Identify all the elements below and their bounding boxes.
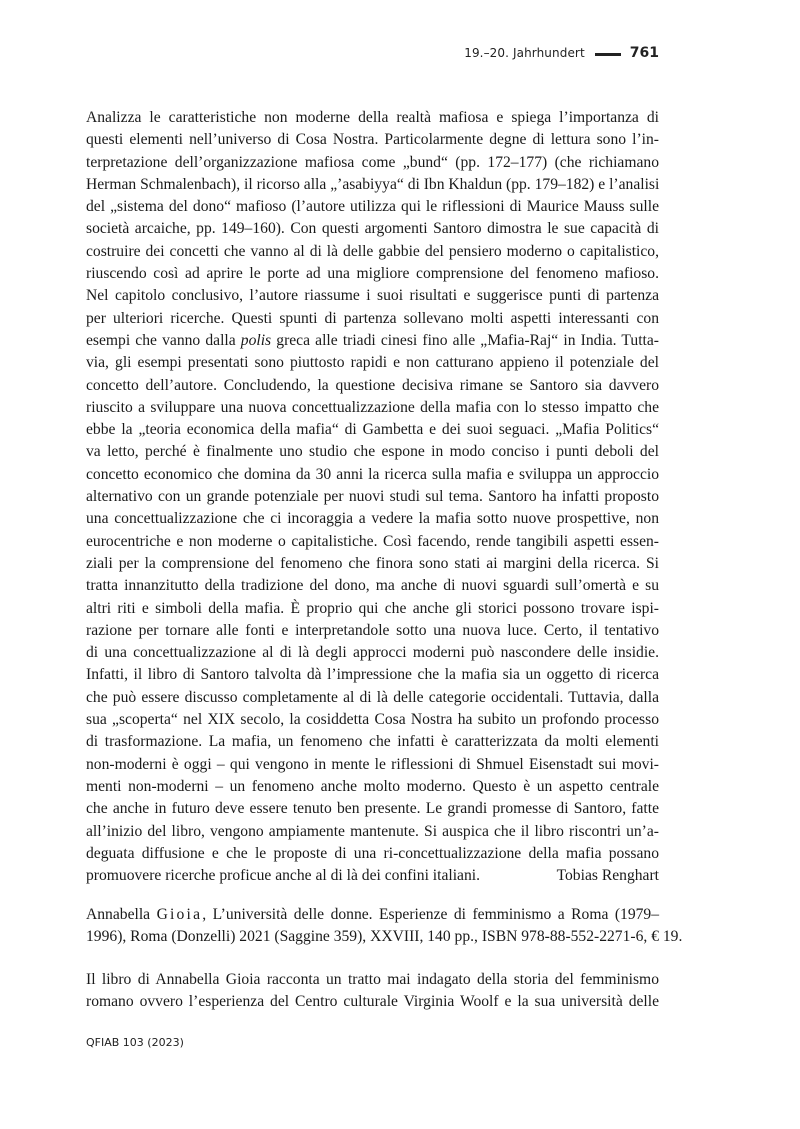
body-line: non-moderni è oggi – qui vengono in mente le riflessioni di Shmuel Eisenstadt sui movi-	[86, 755, 659, 773]
body-line: concetto economico che domina da 30 anni la ricerca sulla mafia e sviluppa un approccio	[86, 465, 659, 483]
body-line: società arcaiche, pp. 149–160). Con questi argomenti Santoro dimostra le sue capacità di	[86, 220, 659, 238]
body-line: eurocentriche e non moderne o capitalistiche. Così facendo, rende tangibili aspetti essen-	[86, 532, 659, 550]
body-line: Analizza le caratteristiche non moderne della realtà mafiosa e spiega l’importanza di	[86, 109, 659, 126]
body-line: di trasformazione. La mafia, un fenomeno che infatti è caratterizzata da molti elementi	[86, 733, 659, 751]
body-line: riuscendo così ad aprire le porte ad una migliore comprensione del fenomeno mafioso.	[86, 265, 659, 283]
citation-author-first: Annabella	[86, 906, 151, 923]
body-line: ebbe la „teoria economica della mafia“ di Gambetta e dei suoi seguaci. „Mafia Politics“	[86, 421, 659, 439]
body-line: concetto dell’autore. Concludendo, la questione decisiva rimane se Santoro sia davvero	[86, 376, 659, 394]
citation-author-last: Gioia	[156, 906, 203, 923]
body-line: una concettualizzazione che ci incoraggia a vedere la mafia sotto nuove prospettive, non	[86, 510, 659, 528]
body-line-polis	[86, 330, 659, 352]
intro-line: Il libro di Annabella Gioia racconta un tratto mai indagato della storia del femminismo	[86, 971, 659, 988]
body-line: Herman Schmalenbach), il ricorso alla „’asabiyya“ di Ibn Khaldun (pp. 179–182) e l’analisi	[86, 175, 660, 193]
body-last-line	[86, 865, 659, 887]
journal-footer: QFIAB 103 (2023)	[86, 1036, 184, 1049]
review-citation	[86, 904, 683, 949]
body-line-final: promuovere ricerche proficue anche al di là dei confini italiani.	[86, 867, 480, 885]
running-head-rule	[595, 53, 621, 56]
body-line: menti non-moderni – un fenomeno anche molto moderno. Questo è un aspetto centrale	[86, 777, 659, 795]
intro-line: romano ovvero l’esperienza del Centro culturale Virginia Woolf e la sua università delle	[86, 993, 659, 1011]
body-line: altri riti e simboli della mafia. È proprio qui che anche gli storici possono trovare ispi-	[86, 599, 659, 617]
body-line: terpretazione dell’organizzazione mafiosa come „bund“ (pp. 172–177) (che richiamano	[86, 153, 659, 171]
running-head-section: 19.–20. Jahrhundert	[464, 46, 585, 60]
body-line: che anche in futuro deve essere tenuto ben presente. Le grandi promesse di Santoro, fatte	[86, 800, 659, 818]
citation-line-2: 1996), Roma (Donzelli) 2021 (Saggine 359), XXVIII, 140 pp., ISBN 978-88-552-2271-6, € 19.	[86, 928, 683, 946]
body-line: via, gli esempi presentati sono piuttosto rapidi e non catturano appieno il potenziale del	[86, 354, 659, 372]
body-line: Infatti, il libro di Santoro talvolta dà l’impressione che la mafia sia un oggetto di ricerca	[86, 666, 659, 684]
page-number: 761	[629, 45, 659, 61]
body-line: di una concettualizzazione al di là degli approcci moderni può nascondere delle insidie.	[86, 644, 659, 662]
body-line: tratta innanzitutto della tradizione del dono, ma anche di nuovi sguardi sull’omertà e su	[86, 577, 659, 595]
body-line: alternativo con un grande potenziale per nuovi studi sul tema. Santoro ha infatti proposto	[86, 488, 659, 506]
reviewer-name: Tobias Renghart	[556, 867, 659, 885]
body-line: razione per tornare alle fonti e interpretandole sotto una nuova luce. Certo, il tentativo	[86, 621, 659, 639]
review-intro	[86, 969, 659, 1014]
body-line: all’inizio del libro, vengono ampiamente mantenute. Si auspica che il libro riscontri un’a-	[86, 822, 659, 840]
body-line: ziali per la comprensione del fenomeno che finora sono stati ai margini della ricerca. Si	[86, 554, 659, 572]
polis-word: polis	[240, 331, 272, 349]
body-line: riuscito a sviluppare una nuova concettualizzazione della mafia con lo stesso impatto che	[86, 398, 659, 416]
body-line: del „sistema del dono“ mafioso (l’autore utilizza qui le riflessioni di Maurice Mauss sulle	[86, 198, 659, 216]
body-line: per ulteriori ricerche. Questi spunti di partenza sollevano molti aspetti interessanti con	[86, 309, 659, 327]
body-line: va letto, perché è finalmente uno studio che espone in modo conciso i punti deboli del	[86, 443, 659, 461]
body-line: Nel capitolo conclusivo, l’autore riassume i suoi risultati e suggerisce punti di partenza	[86, 287, 659, 305]
review-body	[86, 107, 659, 887]
body-line: deguata diffusione e che le proposte di una ri-concettualizzazione della mafia possano	[86, 844, 659, 862]
body-line: che può essere discusso completamente al di là delle categorie occidentali. Tuttavia, dalla	[86, 688, 659, 706]
running-head	[86, 40, 659, 66]
polis-before: esempi che vanno dalla	[86, 331, 241, 349]
body-line: questi elementi nell’universo di Cosa Nostra. Particolarmente degne di lettura sono l’in-	[86, 131, 659, 149]
body-line: costruire dei concetti che vanno al di là delle gabbie del pensiero moderno o capitalistico,	[86, 242, 659, 260]
citation-title: , L’università delle donne. Esperienze di femminismo a Roma (1979–	[202, 906, 660, 923]
citation-line-1	[86, 904, 659, 926]
body-line: sua „scoperta“ nel XIX secolo, la cosiddetta Cosa Nostra ha subito un profondo processo	[86, 711, 659, 729]
polis-after: greca alle triadi cinesi fino alle „Mafia-Raj“ in India. Tutta-	[271, 331, 659, 349]
